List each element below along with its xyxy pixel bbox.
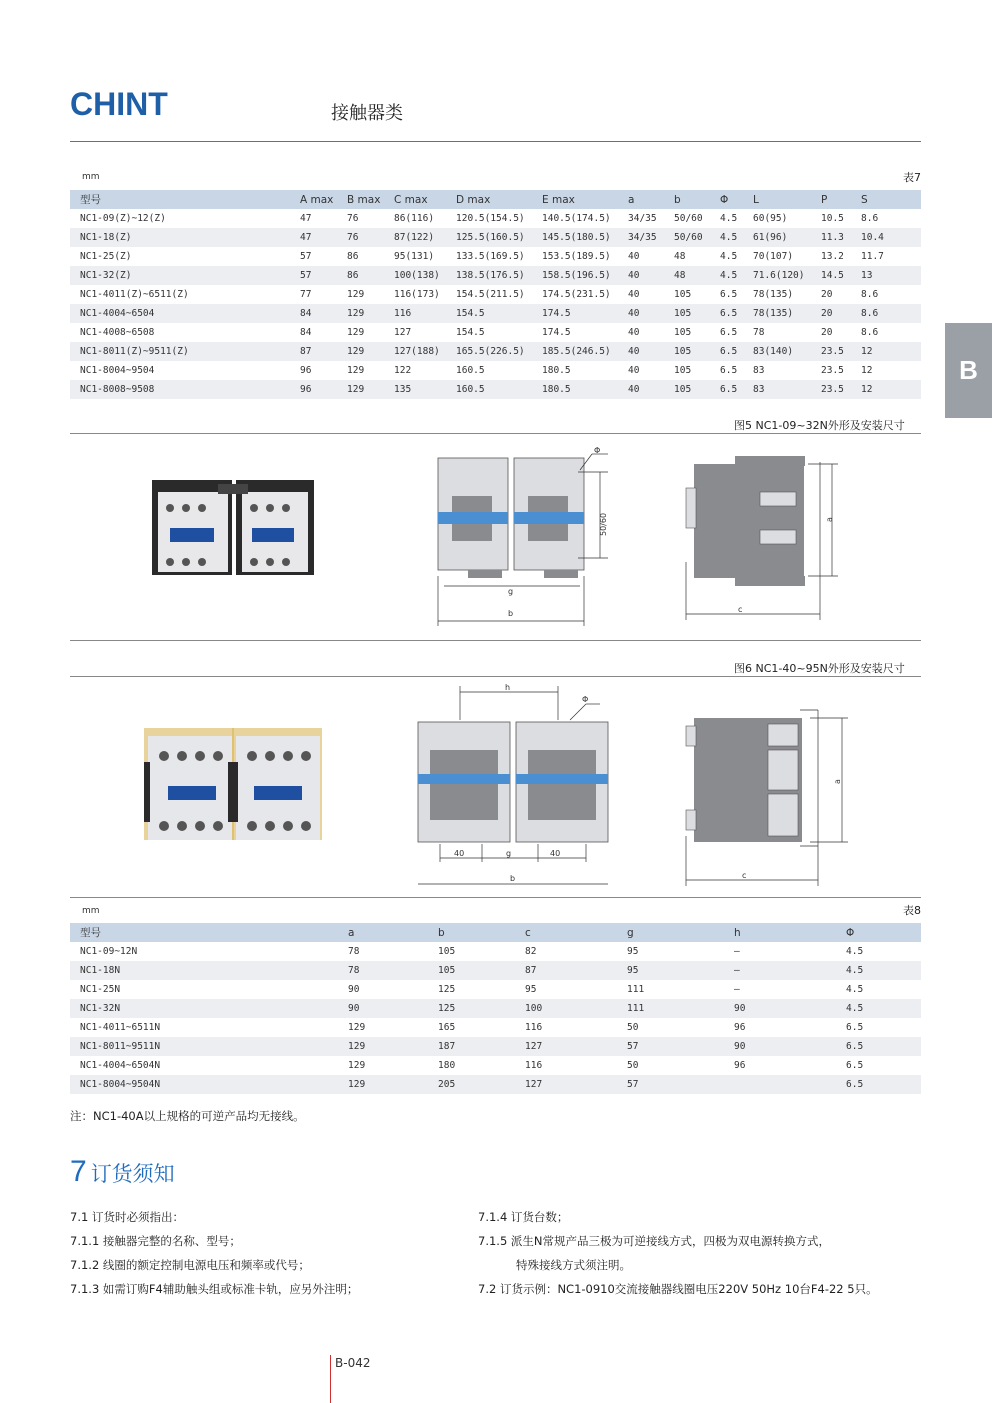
figure6-front-view-drawing: [410, 680, 620, 888]
figure6-top-rule: [70, 640, 921, 641]
column-header: C max: [384, 190, 446, 209]
table-cell: 34/35: [618, 228, 664, 247]
table-cell: –: [724, 961, 836, 980]
table-cell: –: [734, 984, 740, 995]
table-row: [70, 361, 921, 380]
table-cell: 4.5: [710, 266, 743, 285]
table-cell: NC1-4008~6508: [80, 327, 155, 338]
table-cell: 125.5(160.5): [446, 228, 532, 247]
table-row: [70, 304, 921, 323]
fig5-c-label: c: [738, 605, 743, 614]
table8-unit: mm: [82, 906, 100, 916]
fig6-phi-label: Φ: [582, 695, 589, 704]
fig6-c-label: c: [742, 871, 747, 880]
table-cell: NC1-09(Z)~12(Z): [80, 213, 166, 224]
column-header: Φ: [710, 190, 743, 209]
table-cell: 10.4: [851, 228, 921, 247]
table-cell: 105: [428, 961, 515, 980]
fig5-b-dim-label: 50/60: [599, 512, 608, 536]
table-cell: 129: [348, 1060, 366, 1071]
table-cell: 78: [338, 961, 428, 980]
table-cell: 116: [525, 1060, 543, 1071]
table-cell: 47: [300, 213, 312, 224]
column-header: 型号: [70, 923, 338, 942]
table-row: [70, 323, 921, 342]
table-cell: 50: [627, 1060, 639, 1071]
table-cell: 57: [300, 251, 312, 262]
table-cell: 8.6: [861, 327, 879, 338]
table-row: [70, 209, 921, 228]
table-cell: –: [734, 946, 740, 957]
table-cell: 13: [851, 266, 921, 285]
table-cell: 105: [438, 946, 456, 957]
table-cell: 174.5(231.5): [542, 289, 611, 300]
table-cell: 82: [525, 946, 537, 957]
table-cell: 8.6: [861, 213, 879, 224]
table-cell: 165.5(226.5): [446, 342, 532, 361]
table-cell: 116: [384, 304, 446, 323]
ordering-item: 7.2 订货示例：NC1-0910交流接触器线圈电压220V 50Hz 10台F4-22 5只。: [478, 1282, 878, 1296]
table-cell: 116(173): [394, 289, 440, 300]
table-cell: 187: [428, 1037, 515, 1056]
table-cell: 12: [851, 342, 921, 361]
table-row: [70, 1075, 921, 1094]
table-cell: 165: [438, 1022, 456, 1033]
table-cell: NC1-32N: [70, 999, 338, 1018]
table-cell: 40: [618, 342, 664, 361]
table-cell: 174.5: [532, 304, 618, 323]
column-header: D max: [446, 190, 532, 209]
table-row: [70, 247, 921, 266]
table-cell: 20: [821, 289, 833, 300]
table-cell: 138.5(176.5): [446, 266, 532, 285]
table-cell: 105: [664, 304, 710, 323]
table-row: [70, 999, 921, 1018]
table-cell: 180.5: [532, 380, 618, 399]
chint-logo: CHINT: [70, 86, 168, 122]
table-cell: NC1-18(Z): [70, 228, 290, 247]
table-cell: NC1-8004~9504: [80, 365, 155, 376]
table-cell: 47: [290, 228, 337, 247]
table-cell: 12: [851, 380, 921, 399]
table-cell: 90: [348, 984, 360, 995]
table-cell: 129: [347, 327, 365, 338]
table-cell: 105: [664, 380, 710, 399]
table-cell: 105: [674, 327, 692, 338]
figure6-caption: 图6 NC1-40~95N外形及安装尺寸: [734, 662, 905, 675]
table-cell: 95: [617, 961, 724, 980]
table-cell: 48: [664, 266, 710, 285]
table-cell: 129: [348, 1022, 366, 1033]
ordering-item: 7.1 订货时必须指出：: [70, 1210, 184, 1224]
table-note: 注：NC1-40A以上规格的可逆产品均无接线。: [70, 1109, 305, 1123]
fig6-40-right-label: 40: [550, 849, 561, 858]
table-cell: 158.5(196.5): [532, 266, 618, 285]
table-cell: 96: [734, 1060, 746, 1071]
table8-top-rule: [70, 897, 921, 898]
table-cell: 6.5: [846, 1022, 864, 1033]
header-divider: [70, 141, 921, 142]
table-cell: 40: [618, 266, 664, 285]
table-cell: 11.3: [811, 228, 851, 247]
table-cell: 122: [394, 365, 412, 376]
table-cell: 90: [338, 999, 428, 1018]
table-cell: 154.5: [456, 327, 485, 338]
table-cell: 129: [337, 380, 384, 399]
fig6-a-label: a: [833, 779, 842, 784]
table-cell: 84: [290, 304, 337, 323]
table-cell: 86: [347, 251, 359, 262]
fig5-a-label: a: [825, 517, 834, 522]
table-cell: 83(140): [743, 342, 811, 361]
table-cell: 8.6: [861, 289, 879, 300]
table-cell: 90: [724, 999, 836, 1018]
table-cell: 6.5: [846, 1060, 864, 1071]
table-cell: 160.5: [456, 365, 485, 376]
table-cell: 4.5: [836, 999, 921, 1018]
table-cell: 13.2: [821, 251, 844, 262]
table-cell: NC1-8008~9508: [70, 380, 290, 399]
table-cell: 70(107): [753, 251, 794, 262]
ordering-section-title: [70, 1155, 175, 1189]
table-cell: 23.5: [821, 365, 844, 376]
table-cell: 180: [438, 1060, 456, 1071]
column-header: c: [515, 923, 617, 942]
table-cell: 86: [337, 266, 384, 285]
ordering-item: 特殊接线方式须注明。: [516, 1258, 631, 1272]
table-cell: 154.5: [446, 304, 532, 323]
table-cell: 40: [628, 365, 640, 376]
table-cell: 6.5: [720, 365, 738, 376]
table-cell: 4.5: [720, 251, 738, 262]
figure5-side-view-drawing: [680, 452, 850, 622]
column-header: Φ: [836, 923, 921, 942]
table-row: [70, 1018, 921, 1037]
table-row: [70, 380, 921, 399]
table-cell: NC1-18N: [70, 961, 338, 980]
table-cell: 111: [617, 999, 724, 1018]
table-cell: 86(116): [394, 213, 435, 224]
column-header: L: [743, 190, 811, 209]
table-cell: NC1-4011~6511N: [80, 1022, 161, 1033]
table-cell: 127: [515, 1037, 617, 1056]
table-cell: 83: [753, 365, 765, 376]
table-cell: 48: [674, 251, 686, 262]
table-cell: 50/60: [664, 228, 710, 247]
table-cell: 129: [347, 289, 365, 300]
table-row: [70, 1037, 921, 1056]
table-cell: NC1-8011(Z)~9511(Z): [70, 342, 290, 361]
reversing-contactor-photo-small: [148, 470, 318, 585]
table-cell: 78(135): [743, 304, 811, 323]
figure5-caption: 图5 NC1-09~32N外形及安装尺寸: [734, 419, 905, 432]
table-cell: NC1-09~12N: [80, 946, 138, 957]
table-cell: 174.5: [542, 327, 571, 338]
fig6-h-label: h: [505, 683, 511, 692]
table-cell: 100(138): [384, 266, 446, 285]
column-header: P: [811, 190, 851, 209]
table-cell: NC1-25(Z): [80, 251, 132, 262]
table-cell: 87: [290, 342, 337, 361]
table-cell: 96: [300, 365, 312, 376]
table-cell: 57: [617, 1075, 724, 1094]
table-cell: 95(131): [394, 251, 435, 262]
table-row: [70, 942, 921, 961]
table-cell: 6.5: [720, 289, 738, 300]
table-cell: 50/60: [674, 213, 703, 224]
table-cell: NC1-25N: [80, 984, 121, 995]
table-cell: NC1-8004~9504N: [70, 1075, 338, 1094]
figure6-side-view-drawing: [680, 706, 860, 888]
table-cell: 61(96): [743, 228, 811, 247]
table-row: [70, 1056, 921, 1075]
column-header: g: [617, 923, 724, 942]
column-header: a: [618, 190, 664, 209]
table-row: [70, 285, 921, 304]
table-cell: 127: [394, 327, 412, 338]
table-cell: 95: [525, 984, 537, 995]
table-cell: 50: [627, 1022, 639, 1033]
table-cell: 185.5(246.5): [532, 342, 618, 361]
column-header: h: [724, 923, 836, 942]
column-header: a: [338, 923, 428, 942]
table-cell: 40: [618, 380, 664, 399]
reversing-contactor-photo-large: [140, 722, 325, 847]
column-header: 型号: [70, 190, 290, 209]
table-cell: 105: [674, 365, 692, 376]
column-header: A max: [290, 190, 337, 209]
figure5-top-rule: [70, 433, 921, 434]
table-cell: 6.5: [710, 380, 743, 399]
table-cell: NC1-8011~9511N: [70, 1037, 338, 1056]
table-cell: 87(122): [384, 228, 446, 247]
table-cell: NC1-32(Z): [70, 266, 290, 285]
fig6-g-label: g: [506, 849, 512, 858]
table-cell: 60(95): [753, 213, 788, 224]
table-cell: 4.5: [846, 946, 864, 957]
dimension-table-8: [70, 923, 921, 1094]
table-cell: 76: [347, 213, 359, 224]
table-cell: 12: [861, 365, 873, 376]
table-cell: 127(188): [384, 342, 446, 361]
table-cell: 145.5(180.5): [532, 228, 618, 247]
table-cell: 95: [627, 946, 639, 957]
fig5-phi-label: Φ: [594, 446, 601, 455]
table-cell: 205: [428, 1075, 515, 1094]
column-header: b: [428, 923, 515, 942]
table-cell: 76: [337, 228, 384, 247]
table-cell: 71.6(120): [743, 266, 811, 285]
ordering-item: 7.1.3 如需订购F4辅助触头组或标准卡轨，应另外注明；: [70, 1282, 359, 1296]
table-cell: 129: [338, 1075, 428, 1094]
table-cell: 127: [515, 1075, 617, 1094]
ordering-section-number: 7: [70, 1155, 87, 1188]
table-cell: 129: [338, 1037, 428, 1056]
table-cell: 180.5: [542, 365, 571, 376]
table-cell: 153.5(189.5): [542, 251, 611, 262]
ordering-item: 7.1.1 接触器完整的名称、型号；: [70, 1234, 241, 1248]
table-cell: 4.5: [710, 228, 743, 247]
fig6-b-label: b: [510, 874, 516, 883]
table-cell: 140.5(174.5): [542, 213, 611, 224]
ordering-section-heading: 订货须知: [90, 1162, 175, 1186]
table-cell: 4.5: [836, 961, 921, 980]
table-row: [70, 266, 921, 285]
table-cell: 125: [428, 999, 515, 1018]
table-cell: 129: [337, 304, 384, 323]
table-cell: 77: [300, 289, 312, 300]
table-cell: 129: [337, 342, 384, 361]
ordering-item: 7.1.5 派生N常规产品三极为可逆接线方式，四极为双电源转换方式，: [478, 1234, 831, 1248]
fig5-b-label: b: [508, 609, 514, 618]
table-cell: 57: [617, 1037, 724, 1056]
column-header: b: [664, 190, 710, 209]
table-cell: 78(135): [753, 289, 794, 300]
table-cell: 6.5: [836, 1075, 921, 1094]
ordering-item: 7.1.2 线圈的额定控制电源电压和频率或代号；: [70, 1258, 310, 1272]
table-cell: 14.5: [811, 266, 851, 285]
column-header: S: [851, 190, 921, 209]
column-header: E max: [532, 190, 618, 209]
fig6-40-left-label: 40: [454, 849, 465, 858]
table-cell: 23.5: [811, 380, 851, 399]
table-cell: 40: [628, 327, 640, 338]
table-cell: 6.5: [720, 327, 738, 338]
table-cell: 20: [821, 327, 833, 338]
fig5-g-label: g: [508, 587, 514, 596]
figure6-caption-rule: [70, 676, 921, 677]
table-cell: 34/35: [628, 213, 657, 224]
table-cell: 6.5: [710, 304, 743, 323]
table-row: [70, 228, 921, 247]
table-cell: 6.5: [836, 1037, 921, 1056]
table-row: [70, 342, 921, 361]
table-cell: 87: [515, 961, 617, 980]
table-cell: 84: [300, 327, 312, 338]
ordering-item: 7.1.4 订货台数；: [478, 1210, 569, 1224]
table-cell: 4.5: [720, 213, 738, 224]
table-cell: 40: [618, 304, 664, 323]
table-cell: [724, 1075, 836, 1094]
table-cell: 57: [290, 266, 337, 285]
table-cell: 96: [290, 380, 337, 399]
table-cell: 96: [734, 1022, 746, 1033]
table-cell: 11.7: [861, 251, 884, 262]
table-cell: NC1-4004~6504N: [80, 1060, 161, 1071]
table-cell: 20: [811, 304, 851, 323]
table-cell: 129: [347, 365, 365, 376]
table8-label: 表8: [903, 904, 921, 917]
table-cell: 105: [664, 342, 710, 361]
table-cell: 4.5: [846, 984, 864, 995]
column-header: B max: [337, 190, 384, 209]
table-cell: 125: [438, 984, 456, 995]
table-cell: NC1-4011(Z)~6511(Z): [80, 289, 189, 300]
figure5-front-view-drawing: [430, 446, 630, 631]
section-tab: B: [945, 323, 992, 418]
table-cell: 133.5(169.5): [456, 251, 525, 262]
table-row: [70, 961, 921, 980]
table-cell: 78: [348, 946, 360, 957]
table-row: [70, 980, 921, 999]
table7-label: 表7: [903, 171, 921, 184]
table7-unit: mm: [82, 172, 100, 182]
table-cell: 120.5(154.5): [456, 213, 525, 224]
table-cell: 135: [384, 380, 446, 399]
table-cell: 40: [628, 289, 640, 300]
table-cell: 40: [628, 251, 640, 262]
dimension-table-7: [70, 190, 921, 399]
page-number-bar: [330, 1355, 331, 1403]
table-cell: 160.5: [446, 380, 532, 399]
table-cell: 100: [515, 999, 617, 1018]
table-cell: 6.5: [710, 342, 743, 361]
table-cell: 83: [743, 380, 811, 399]
page-number: B-042: [335, 1356, 371, 1370]
table-cell: NC1-4004~6504: [70, 304, 290, 323]
table-cell: 78: [753, 327, 765, 338]
table-cell: 23.5: [811, 342, 851, 361]
table-cell: 90: [724, 1037, 836, 1056]
table-cell: 10.5: [821, 213, 844, 224]
table-cell: 105: [674, 289, 692, 300]
table-cell: 111: [627, 984, 645, 995]
page-title: 接触器类: [331, 103, 403, 124]
table-cell: 154.5(211.5): [456, 289, 525, 300]
table-cell: 116: [525, 1022, 543, 1033]
table-cell: 8.6: [851, 304, 921, 323]
